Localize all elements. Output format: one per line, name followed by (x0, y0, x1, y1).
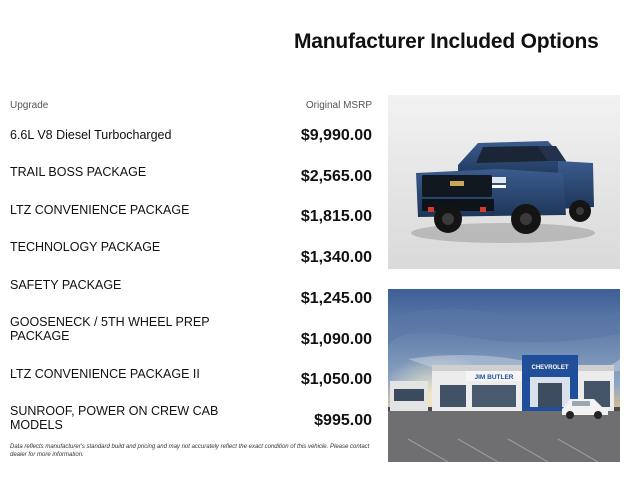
chevrolet-sign: CHEVROLET (531, 365, 569, 371)
dealership-photo (388, 289, 620, 462)
disclaimer-text: Data reflects manufacturer's standard build and pricing and may not accurately reflect the exact condition of this vehicle. Please contact dealer for more information. (10, 444, 370, 458)
page-title: Manufacturer Included Options (294, 30, 599, 53)
option-price: $995.00 (314, 412, 372, 429)
msrp-column-header: Original MSRP (305, 100, 372, 111)
option-label: GOOSENECK / 5TH WHEEL PREP PACKAGE (10, 315, 210, 343)
option-label: LTZ CONVENIENCE PACKAGE (10, 203, 190, 217)
option-label: TRAIL BOSS PACKAGE (10, 165, 147, 179)
option-label: SAFETY PACKAGE (10, 278, 122, 292)
option-price: $1,090.00 (300, 331, 372, 348)
option-price: $1,245.00 (300, 290, 372, 307)
option-price: $9,990.00 (300, 127, 372, 144)
option-price: $1,340.00 (300, 249, 372, 266)
upgrade-column-header: Upgrade (10, 100, 49, 111)
option-label: TECHNOLOGY PACKAGE (10, 240, 161, 254)
dealer-name-sign: JIM BUTLER (474, 374, 514, 381)
option-price: $1,050.00 (300, 371, 372, 388)
option-label: SUNROOF, POWER ON CREW CAB MODELS (10, 404, 219, 432)
option-label: LTZ CONVENIENCE PACKAGE II (10, 367, 200, 381)
option-label: 6.6L V8 Diesel Turbocharged (10, 128, 172, 142)
option-price: $2,565.00 (300, 168, 372, 185)
option-price: $1,815.00 (300, 208, 372, 225)
truck-photo (388, 95, 620, 269)
